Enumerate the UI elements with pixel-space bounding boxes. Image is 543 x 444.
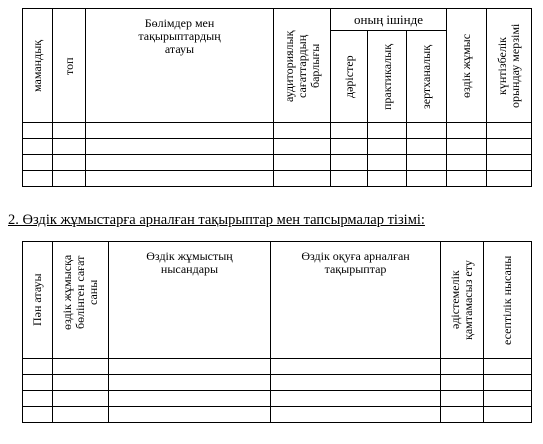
header-reporting: есептілік нысаны: [484, 242, 532, 359]
header-forms: Өздік жұмыстың нысандары: [109, 242, 271, 359]
table-row: [23, 375, 532, 391]
table-row: [23, 171, 532, 187]
header-practical: практикалық: [368, 31, 407, 123]
header-total-hours: аудиториялық сағаттардың барлығы: [274, 9, 331, 123]
header-hours: өздік жұмысқа бөлінген сағат саны: [53, 242, 109, 359]
header-self-work: өздік жұмыс: [447, 9, 487, 123]
header-lab: зертханалық: [407, 31, 447, 123]
table-row: [23, 359, 532, 375]
header-deadline: күнтізбелік орындау мерзімі: [487, 9, 532, 123]
header-sections: Бөлімдер мен тақырыптардың атауы: [86, 9, 274, 123]
header-methodical: әдістемелік қамтамасыз ету: [441, 242, 484, 359]
header-specialty: мамандық: [23, 9, 53, 123]
section-heading: 2. Өздік жұмыстарға арналған тақырыптар мен тапсырмалар тізімі:: [8, 212, 425, 228]
header-subject: Пән атауы: [23, 242, 53, 359]
table-row: [23, 407, 532, 423]
table-row: [23, 123, 532, 139]
table-row: [23, 155, 532, 171]
header-including: оның ішінде: [331, 9, 447, 31]
curriculum-table: [22, 8, 532, 187]
header-lectures: дәрістер: [331, 31, 368, 123]
self-study-table: [22, 241, 532, 423]
table-row: [23, 139, 532, 155]
header-group: топ: [53, 9, 86, 123]
table-row: [23, 391, 532, 407]
header-topics: Өздік оқуға арналған тақырыптар: [271, 242, 441, 359]
